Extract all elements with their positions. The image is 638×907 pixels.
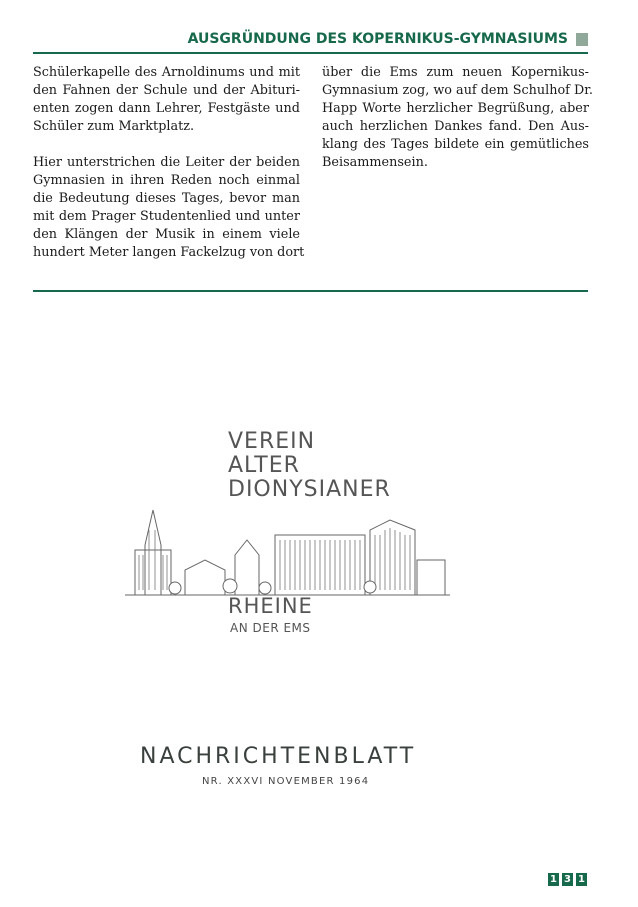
cover-title: NACHRICHTENBLATT [140, 744, 417, 769]
text-line: klang des Tages bildete ein gemütliches [322, 137, 589, 152]
running-header: AUSGRÜNDUNG DES KOPERNIKUS-GYMNASIUMS [187, 31, 568, 47]
cover-city: RHEINE [228, 594, 313, 618]
org-line: VEREIN [228, 429, 316, 454]
text-line: den Klängen der Musik in einem viele [33, 227, 300, 242]
cover-issue: NR. XXXVI NOVEMBER 1964 [202, 776, 370, 787]
text-line: die Bedeutung dieses Tages, bevor man [33, 191, 300, 206]
page-number-digit: 1 [576, 873, 587, 886]
text-line: Beisammensein. [322, 155, 428, 170]
text-line: mit dem Prager Studentenlied und unter [33, 209, 300, 224]
newsletter-cover-image [110, 350, 470, 820]
org-line: ALTER [228, 453, 300, 478]
text-line: über die Ems zum neuen Kopernikus- [322, 65, 589, 80]
paragraph-gap [33, 136, 300, 154]
text-line: Schülerkapelle des Arnoldinums und mit [33, 65, 300, 80]
right-column [322, 64, 594, 172]
section-rule [33, 290, 588, 292]
header-rule [33, 52, 588, 54]
text-line: hundert Meter langen Fackelzug von dort [33, 245, 305, 260]
page-number-digit: 1 [548, 873, 559, 886]
text-line: Happ Worte herzlicher Begrüßung, aber [322, 101, 589, 116]
text-line: Hier unterstrichen die Leiter der beiden [33, 155, 300, 170]
text-line: enten zogen dann Lehrer, Festgäste und [33, 101, 300, 116]
left-column [33, 64, 305, 262]
page-number-digit: 3 [562, 873, 573, 886]
text-line: Gymnasium zog, wo auf dem Schulhof Dr. [322, 83, 594, 98]
town-skyline-illustration [125, 490, 450, 600]
header-marker [576, 33, 588, 46]
cover-city-sub: AN DER EMS [230, 621, 311, 635]
org-line: DIONYSIANER [228, 477, 391, 502]
text-line: auch herzlichen Dankes fand. Den Aus- [322, 119, 589, 134]
text-line: den Fahnen der Schule und der Abituri- [33, 83, 300, 98]
text-line: Gymnasien in ihren Reden noch einmal [33, 173, 300, 188]
text-line: Schüler zum Marktplatz. [33, 119, 195, 134]
